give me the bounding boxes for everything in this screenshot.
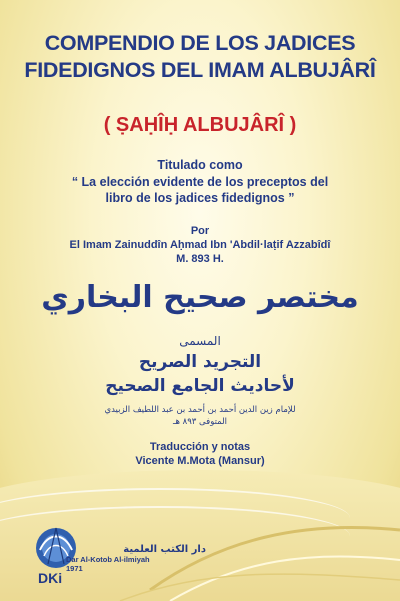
publisher-name-arabic: دار الكتب العلمية	[123, 544, 206, 555]
titulado-line-2: libro de los jadices fidedignos ”	[105, 191, 295, 205]
arabic-author-line-2: المتوفى ٨٩٣ هـ	[172, 417, 228, 427]
arabic-subtitle-line-2: لأحاديث الجامع الصحيح	[105, 376, 295, 396]
traduccion-label: Traducción y notas	[149, 441, 251, 453]
publisher-text	[66, 545, 206, 574]
arabic-title: مختصر صحيح البخاري	[41, 280, 359, 315]
arabic-subtitle	[0, 350, 400, 398]
translator-name: Vicente M.Mota (Mansur)	[135, 455, 265, 467]
book-subtitle: ( ṢAḤÎḤ ALBUJÂRÎ )	[103, 114, 297, 136]
title-line-1: COMPENDIO DE LOS JADICES	[44, 31, 356, 55]
arabic-author	[0, 404, 400, 428]
titulado-label: Titulado como	[157, 158, 243, 172]
book-title	[0, 30, 400, 84]
author-name: El Imam Zainuddîn Aḥmad Ibn 'Abdil·laṭif Azzabîdî	[69, 239, 331, 251]
titulado-line-1: “ La elección evidente de los preceptos del	[71, 174, 329, 189]
por-label: Por	[190, 225, 210, 237]
author-death: M. 893 H.	[176, 253, 224, 265]
publisher-name: Dar Al-Kotob Al-ilmiyah	[66, 554, 150, 564]
publisher-year: 1971	[66, 564, 83, 573]
arabic-subtitle-line-1: التجريد الصريح	[138, 352, 262, 372]
arabic-named-label: المسمى	[179, 334, 221, 348]
titulado-block	[0, 157, 400, 207]
title-line-2: FIDEDIGNOS DEL IMAM ALBUJÂRÎ	[24, 58, 376, 82]
publisher-logo-text: DKi	[38, 570, 63, 586]
author-block	[0, 224, 400, 266]
translation-block	[0, 440, 400, 468]
arabic-author-line-1: للإمام زين الدين أحمد بن أحمد بن عبد اللطيف الزبيدي	[104, 405, 296, 415]
